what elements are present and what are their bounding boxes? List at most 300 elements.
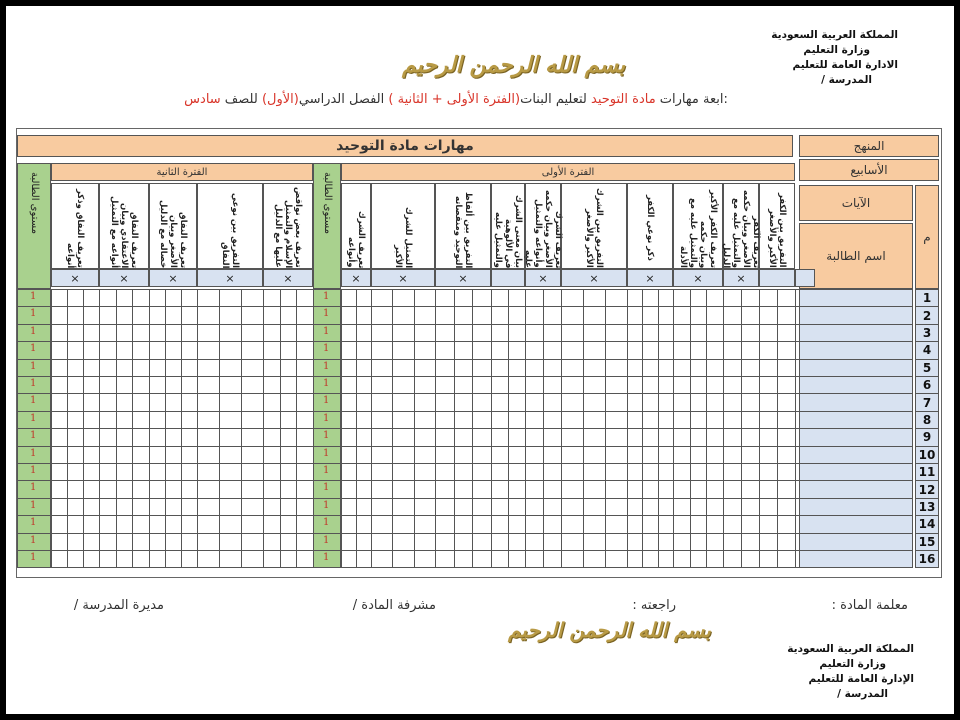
score-cell[interactable] <box>149 515 166 533</box>
score-cell[interactable] <box>642 359 658 377</box>
score-cell[interactable] <box>690 359 708 377</box>
score-cell[interactable] <box>371 289 393 307</box>
score-cell[interactable] <box>627 480 643 498</box>
score-cell[interactable] <box>435 515 455 533</box>
score-cell[interactable] <box>132 341 150 359</box>
score-cell[interactable] <box>67 515 84 533</box>
score-cell[interactable] <box>543 446 562 464</box>
score-cell[interactable] <box>149 324 166 342</box>
score-cell[interactable] <box>658 428 674 446</box>
score-cell[interactable] <box>219 550 242 568</box>
score-cell[interactable] <box>149 341 166 359</box>
score-cell[interactable] <box>673 446 691 464</box>
score-cell[interactable] <box>67 376 84 394</box>
score-cell[interactable] <box>759 550 778 568</box>
score-cell[interactable] <box>197 446 220 464</box>
score-cell[interactable] <box>583 411 606 429</box>
score-cell[interactable] <box>759 376 778 394</box>
score-cell[interactable] <box>414 324 436 342</box>
student-name-cell[interactable] <box>799 289 913 307</box>
score-cell[interactable] <box>67 306 84 324</box>
score-cell[interactable] <box>241 341 264 359</box>
score-cell[interactable] <box>723 550 742 568</box>
score-cell[interactable] <box>583 498 606 516</box>
score-cell[interactable] <box>280 446 298 464</box>
score-cell[interactable] <box>356 498 372 516</box>
score-cell[interactable] <box>83 341 100 359</box>
score-cell[interactable] <box>561 376 584 394</box>
score-cell[interactable] <box>263 393 281 411</box>
score-cell[interactable] <box>741 428 760 446</box>
score-cell[interactable] <box>51 533 68 551</box>
score-cell[interactable] <box>165 550 182 568</box>
score-cell[interactable] <box>371 324 393 342</box>
score-cell[interactable] <box>690 480 708 498</box>
score-cell[interactable] <box>83 550 100 568</box>
score-cell[interactable] <box>197 463 220 481</box>
score-cell[interactable] <box>83 359 100 377</box>
score-cell[interactable] <box>280 393 298 411</box>
score-cell[interactable] <box>706 446 724 464</box>
score-cell[interactable] <box>583 324 606 342</box>
score-cell[interactable] <box>83 411 100 429</box>
score-cell[interactable] <box>263 480 281 498</box>
score-cell[interactable] <box>181 306 198 324</box>
score-cell[interactable] <box>83 393 100 411</box>
mark-cell[interactable] <box>723 269 759 287</box>
score-cell[interactable] <box>627 393 643 411</box>
score-cell[interactable] <box>83 480 100 498</box>
score-cell[interactable] <box>296 550 314 568</box>
score-cell[interactable] <box>525 533 544 551</box>
score-cell[interactable] <box>759 411 778 429</box>
score-cell[interactable] <box>435 393 455 411</box>
score-cell[interactable] <box>296 515 314 533</box>
score-cell[interactable] <box>605 428 628 446</box>
score-cell[interactable] <box>741 446 760 464</box>
score-cell[interactable] <box>116 289 134 307</box>
score-cell[interactable] <box>219 498 242 516</box>
score-cell[interactable] <box>67 463 84 481</box>
score-cell[interactable] <box>341 306 357 324</box>
student-name-cell[interactable] <box>799 324 913 342</box>
score-cell[interactable] <box>341 411 357 429</box>
score-cell[interactable] <box>777 446 796 464</box>
score-cell[interactable] <box>673 515 691 533</box>
score-cell[interactable] <box>627 446 643 464</box>
score-cell[interactable] <box>690 289 708 307</box>
score-cell[interactable] <box>149 498 166 516</box>
score-cell[interactable] <box>706 428 724 446</box>
score-cell[interactable] <box>356 446 372 464</box>
score-cell[interactable] <box>472 341 492 359</box>
score-cell[interactable] <box>605 515 628 533</box>
score-cell[interactable] <box>181 393 198 411</box>
score-cell[interactable] <box>472 515 492 533</box>
score-cell[interactable] <box>454 498 474 516</box>
score-cell[interactable] <box>296 341 314 359</box>
score-cell[interactable] <box>392 515 414 533</box>
score-cell[interactable] <box>491 550 509 568</box>
score-cell[interactable] <box>116 324 134 342</box>
score-cell[interactable] <box>356 376 372 394</box>
score-cell[interactable] <box>435 411 455 429</box>
score-cell[interactable] <box>197 306 220 324</box>
score-cell[interactable] <box>392 498 414 516</box>
score-cell[interactable] <box>491 411 509 429</box>
score-cell[interactable] <box>165 480 182 498</box>
score-cell[interactable] <box>491 341 509 359</box>
score-cell[interactable] <box>219 393 242 411</box>
score-cell[interactable] <box>371 463 393 481</box>
score-cell[interactable] <box>280 515 298 533</box>
score-cell[interactable] <box>181 446 198 464</box>
score-cell[interactable] <box>525 515 544 533</box>
score-cell[interactable] <box>263 289 281 307</box>
score-cell[interactable] <box>690 550 708 568</box>
score-cell[interactable] <box>241 324 264 342</box>
score-cell[interactable] <box>197 550 220 568</box>
score-cell[interactable] <box>341 550 357 568</box>
score-cell[interactable] <box>454 550 474 568</box>
score-cell[interactable] <box>454 341 474 359</box>
score-cell[interactable] <box>642 411 658 429</box>
score-cell[interactable] <box>83 306 100 324</box>
score-cell[interactable] <box>414 515 436 533</box>
score-cell[interactable] <box>149 376 166 394</box>
score-cell[interactable] <box>181 463 198 481</box>
score-cell[interactable] <box>491 498 509 516</box>
score-cell[interactable] <box>472 446 492 464</box>
score-cell[interactable] <box>605 550 628 568</box>
score-cell[interactable] <box>51 550 68 568</box>
score-cell[interactable] <box>777 463 796 481</box>
score-cell[interactable] <box>99 550 117 568</box>
score-cell[interactable] <box>116 446 134 464</box>
score-cell[interactable] <box>690 376 708 394</box>
score-cell[interactable] <box>454 393 474 411</box>
score-cell[interactable] <box>241 289 264 307</box>
score-cell[interactable] <box>759 289 778 307</box>
score-cell[interactable] <box>777 393 796 411</box>
score-cell[interactable] <box>741 393 760 411</box>
score-cell[interactable] <box>561 550 584 568</box>
score-cell[interactable] <box>99 376 117 394</box>
score-cell[interactable] <box>149 289 166 307</box>
score-cell[interactable] <box>777 498 796 516</box>
score-cell[interactable] <box>341 446 357 464</box>
score-cell[interactable] <box>83 533 100 551</box>
score-cell[interactable] <box>543 498 562 516</box>
score-cell[interactable] <box>414 393 436 411</box>
score-cell[interactable] <box>149 359 166 377</box>
score-cell[interactable] <box>197 428 220 446</box>
score-cell[interactable] <box>51 463 68 481</box>
score-cell[interactable] <box>690 428 708 446</box>
score-cell[interactable] <box>51 393 68 411</box>
score-cell[interactable] <box>627 550 643 568</box>
score-cell[interactable] <box>116 376 134 394</box>
score-cell[interactable] <box>296 376 314 394</box>
score-cell[interactable] <box>51 498 68 516</box>
score-cell[interactable] <box>759 498 778 516</box>
score-cell[interactable] <box>392 480 414 498</box>
score-cell[interactable] <box>197 533 220 551</box>
score-cell[interactable] <box>341 480 357 498</box>
student-name-cell[interactable] <box>799 359 913 377</box>
score-cell[interactable] <box>132 289 150 307</box>
score-cell[interactable] <box>99 533 117 551</box>
score-cell[interactable] <box>673 533 691 551</box>
score-cell[interactable] <box>280 306 298 324</box>
score-cell[interactable] <box>561 341 584 359</box>
score-cell[interactable] <box>356 393 372 411</box>
score-cell[interactable] <box>759 428 778 446</box>
score-cell[interactable] <box>296 533 314 551</box>
score-cell[interactable] <box>706 463 724 481</box>
score-cell[interactable] <box>627 533 643 551</box>
score-cell[interactable] <box>673 289 691 307</box>
score-cell[interactable] <box>149 411 166 429</box>
score-cell[interactable] <box>241 515 264 533</box>
score-cell[interactable] <box>525 289 544 307</box>
score-cell[interactable] <box>759 463 778 481</box>
score-cell[interactable] <box>197 393 220 411</box>
score-cell[interactable] <box>83 446 100 464</box>
score-cell[interactable] <box>296 428 314 446</box>
student-name-cell[interactable] <box>799 411 913 429</box>
score-cell[interactable] <box>583 446 606 464</box>
score-cell[interactable] <box>371 498 393 516</box>
score-cell[interactable] <box>777 289 796 307</box>
score-cell[interactable] <box>454 515 474 533</box>
score-cell[interactable] <box>165 376 182 394</box>
score-cell[interactable] <box>605 446 628 464</box>
score-cell[interactable] <box>508 498 526 516</box>
score-cell[interactable] <box>525 376 544 394</box>
score-cell[interactable] <box>197 324 220 342</box>
score-cell[interactable] <box>181 376 198 394</box>
score-cell[interactable] <box>759 480 778 498</box>
score-cell[interactable] <box>392 289 414 307</box>
score-cell[interactable] <box>627 463 643 481</box>
score-cell[interactable] <box>777 428 796 446</box>
score-cell[interactable] <box>219 376 242 394</box>
score-cell[interactable] <box>605 533 628 551</box>
score-cell[interactable] <box>561 306 584 324</box>
student-name-cell[interactable] <box>799 306 913 324</box>
score-cell[interactable] <box>371 411 393 429</box>
score-cell[interactable] <box>165 393 182 411</box>
score-cell[interactable] <box>759 324 778 342</box>
score-cell[interactable] <box>690 463 708 481</box>
score-cell[interactable] <box>241 306 264 324</box>
score-cell[interactable] <box>356 324 372 342</box>
score-cell[interactable] <box>543 463 562 481</box>
score-cell[interactable] <box>561 515 584 533</box>
score-cell[interactable] <box>341 289 357 307</box>
score-cell[interactable] <box>543 376 562 394</box>
score-cell[interactable] <box>561 480 584 498</box>
score-cell[interactable] <box>723 324 742 342</box>
score-cell[interactable] <box>296 306 314 324</box>
score-cell[interactable] <box>741 463 760 481</box>
score-cell[interactable] <box>197 480 220 498</box>
score-cell[interactable] <box>371 306 393 324</box>
score-cell[interactable] <box>165 306 182 324</box>
score-cell[interactable] <box>371 341 393 359</box>
score-cell[interactable] <box>165 428 182 446</box>
score-cell[interactable] <box>491 393 509 411</box>
score-cell[interactable] <box>392 428 414 446</box>
score-cell[interactable] <box>658 533 674 551</box>
score-cell[interactable] <box>356 515 372 533</box>
score-cell[interactable] <box>181 515 198 533</box>
score-cell[interactable] <box>371 533 393 551</box>
score-cell[interactable] <box>414 359 436 377</box>
score-cell[interactable] <box>116 341 134 359</box>
score-cell[interactable] <box>219 428 242 446</box>
score-cell[interactable] <box>525 324 544 342</box>
score-cell[interactable] <box>296 463 314 481</box>
score-cell[interactable] <box>491 463 509 481</box>
score-cell[interactable] <box>627 428 643 446</box>
score-cell[interactable] <box>583 393 606 411</box>
score-cell[interactable] <box>706 533 724 551</box>
score-cell[interactable] <box>706 359 724 377</box>
score-cell[interactable] <box>706 306 724 324</box>
score-cell[interactable] <box>392 550 414 568</box>
score-cell[interactable] <box>642 289 658 307</box>
score-cell[interactable] <box>181 428 198 446</box>
score-cell[interactable] <box>723 533 742 551</box>
score-cell[interactable] <box>371 393 393 411</box>
score-cell[interactable] <box>263 341 281 359</box>
score-cell[interactable] <box>392 324 414 342</box>
score-cell[interactable] <box>197 289 220 307</box>
score-cell[interactable] <box>642 324 658 342</box>
score-cell[interactable] <box>67 533 84 551</box>
score-cell[interactable] <box>741 289 760 307</box>
score-cell[interactable] <box>132 515 150 533</box>
score-cell[interactable] <box>219 446 242 464</box>
score-cell[interactable] <box>454 289 474 307</box>
score-cell[interactable] <box>435 446 455 464</box>
score-cell[interactable] <box>263 446 281 464</box>
score-cell[interactable] <box>341 428 357 446</box>
score-cell[interactable] <box>690 498 708 516</box>
score-cell[interactable] <box>296 446 314 464</box>
score-cell[interactable] <box>341 463 357 481</box>
mark-cell[interactable] <box>561 269 627 287</box>
score-cell[interactable] <box>99 341 117 359</box>
score-cell[interactable] <box>627 341 643 359</box>
score-cell[interactable] <box>165 341 182 359</box>
score-cell[interactable] <box>67 498 84 516</box>
score-cell[interactable] <box>51 324 68 342</box>
student-name-cell[interactable] <box>799 550 913 568</box>
score-cell[interactable] <box>83 376 100 394</box>
score-cell[interactable] <box>658 359 674 377</box>
score-cell[interactable] <box>219 480 242 498</box>
score-cell[interactable] <box>605 324 628 342</box>
score-cell[interactable] <box>263 376 281 394</box>
score-cell[interactable] <box>658 463 674 481</box>
score-cell[interactable] <box>525 428 544 446</box>
score-cell[interactable] <box>51 480 68 498</box>
score-cell[interactable] <box>723 376 742 394</box>
score-cell[interactable] <box>280 428 298 446</box>
score-cell[interactable] <box>241 498 264 516</box>
score-cell[interactable] <box>673 428 691 446</box>
score-cell[interactable] <box>454 480 474 498</box>
score-cell[interactable] <box>116 463 134 481</box>
score-cell[interactable] <box>83 428 100 446</box>
score-cell[interactable] <box>777 480 796 498</box>
score-cell[interactable] <box>561 411 584 429</box>
score-cell[interactable] <box>658 411 674 429</box>
score-cell[interactable] <box>149 550 166 568</box>
score-cell[interactable] <box>658 341 674 359</box>
score-cell[interactable] <box>454 306 474 324</box>
score-cell[interactable] <box>741 411 760 429</box>
score-cell[interactable] <box>658 289 674 307</box>
score-cell[interactable] <box>99 306 117 324</box>
score-cell[interactable] <box>99 324 117 342</box>
score-cell[interactable] <box>472 376 492 394</box>
score-cell[interactable] <box>116 550 134 568</box>
score-cell[interactable] <box>435 306 455 324</box>
mark-cell[interactable] <box>149 269 197 287</box>
score-cell[interactable] <box>414 550 436 568</box>
score-cell[interactable] <box>280 359 298 377</box>
score-cell[interactable] <box>296 393 314 411</box>
score-cell[interactable] <box>723 393 742 411</box>
score-cell[interactable] <box>642 428 658 446</box>
score-cell[interactable] <box>149 463 166 481</box>
score-cell[interactable] <box>491 428 509 446</box>
score-cell[interactable] <box>472 324 492 342</box>
score-cell[interactable] <box>627 306 643 324</box>
score-cell[interactable] <box>673 324 691 342</box>
score-cell[interactable] <box>508 289 526 307</box>
score-cell[interactable] <box>414 428 436 446</box>
score-cell[interactable] <box>132 533 150 551</box>
score-cell[interactable] <box>543 428 562 446</box>
score-cell[interactable] <box>197 498 220 516</box>
score-cell[interactable] <box>341 515 357 533</box>
score-cell[interactable] <box>658 446 674 464</box>
score-cell[interactable] <box>706 289 724 307</box>
score-cell[interactable] <box>263 463 281 481</box>
score-cell[interactable] <box>777 341 796 359</box>
score-cell[interactable] <box>371 376 393 394</box>
score-cell[interactable] <box>491 289 509 307</box>
score-cell[interactable] <box>690 324 708 342</box>
score-cell[interactable] <box>99 393 117 411</box>
score-cell[interactable] <box>690 411 708 429</box>
score-cell[interactable] <box>741 498 760 516</box>
score-cell[interactable] <box>706 393 724 411</box>
score-cell[interactable] <box>673 411 691 429</box>
score-cell[interactable] <box>241 359 264 377</box>
score-cell[interactable] <box>525 446 544 464</box>
score-cell[interactable] <box>263 498 281 516</box>
score-cell[interactable] <box>741 324 760 342</box>
score-cell[interactable] <box>116 393 134 411</box>
score-cell[interactable] <box>741 550 760 568</box>
score-cell[interactable] <box>673 480 691 498</box>
